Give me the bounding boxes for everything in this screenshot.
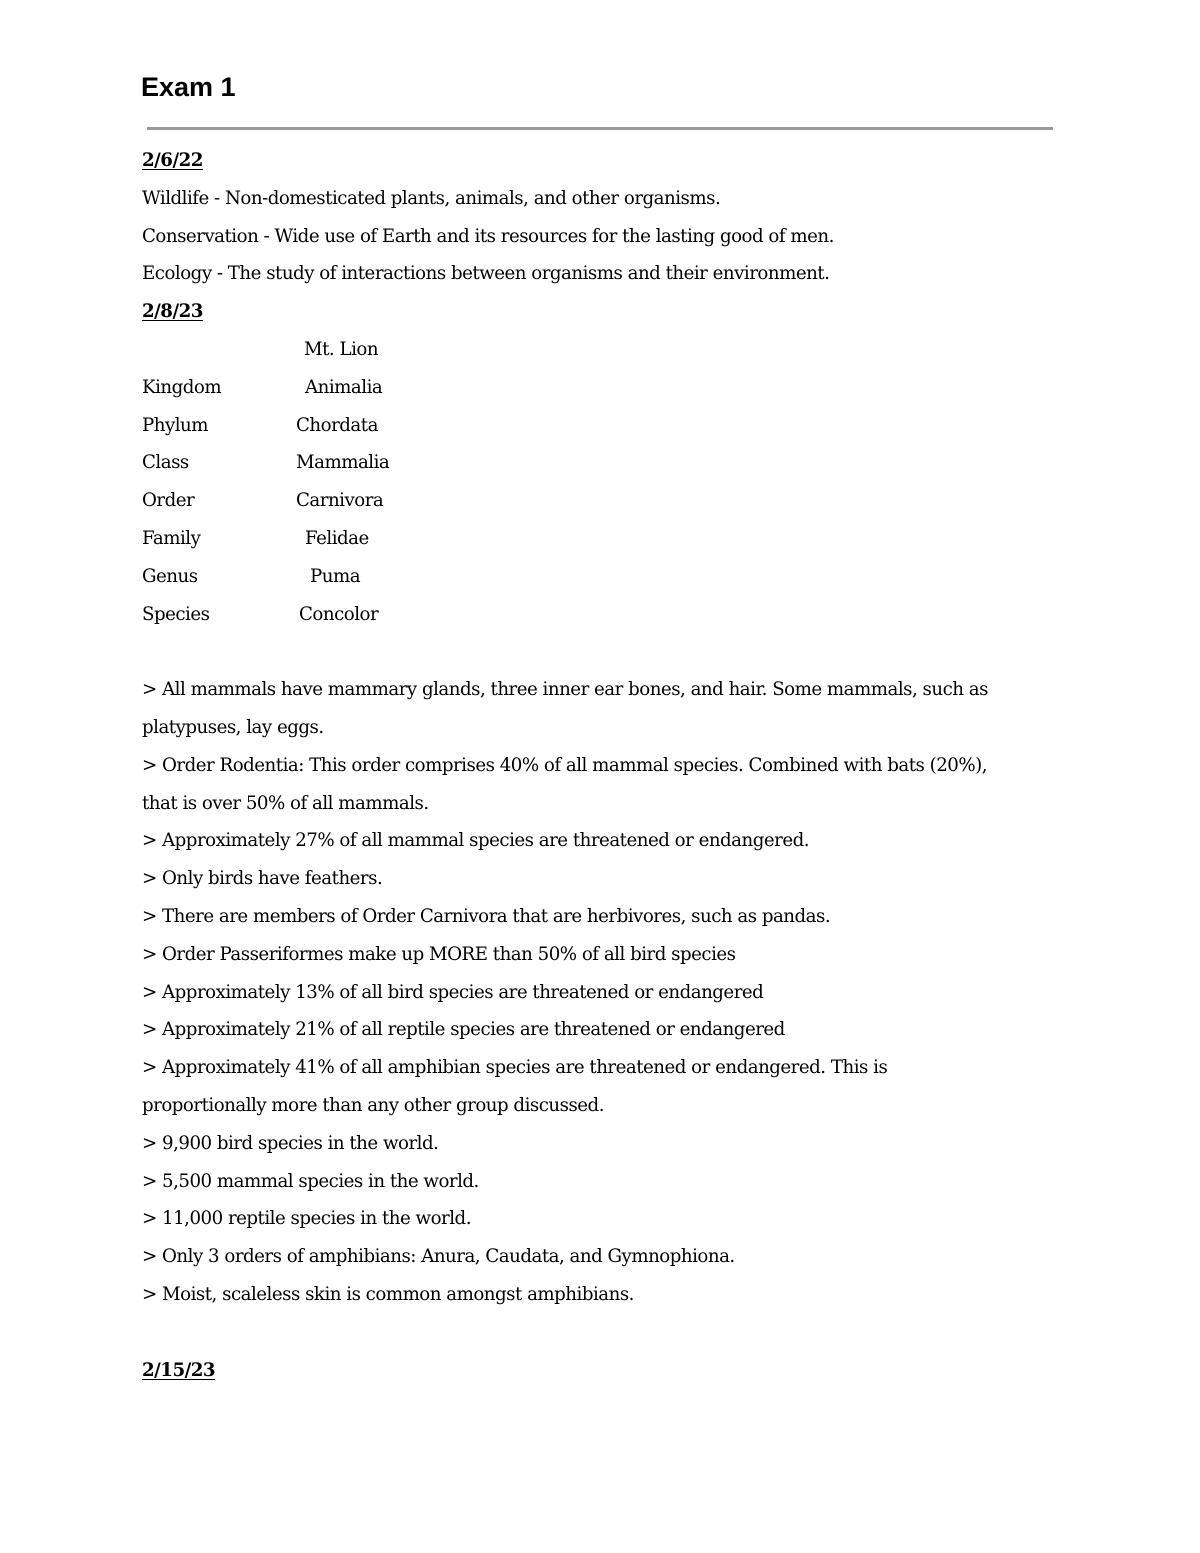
taxonomy-rank: Family xyxy=(142,527,201,549)
bullet-line: > Approximately 41% of all amphibian species are threatened or endangered. This is xyxy=(142,1057,888,1079)
taxonomy-rank: Order xyxy=(142,490,195,512)
bullet-line: platypuses, lay eggs. xyxy=(142,716,324,738)
spacer xyxy=(142,1314,1062,1352)
taxonomy-row xyxy=(142,596,1062,634)
spacer xyxy=(142,633,1062,671)
notes-body xyxy=(142,142,1062,1389)
taxonomy-header: Mt. Lion xyxy=(304,338,379,360)
taxonomy-row xyxy=(142,369,1062,407)
taxonomy-row xyxy=(142,558,1062,596)
bullet-line: > Order Passeriformes make up MORE than 50% of all bird species xyxy=(142,943,736,965)
taxonomy-rank: Class xyxy=(142,452,189,474)
bullet-line: > Moist, scaleless skin is common amongst amphibians. xyxy=(142,1283,634,1305)
taxonomy-row xyxy=(142,444,1062,482)
bullet-line: > Approximately 13% of all bird species are threatened or endangered xyxy=(142,981,764,1003)
taxonomy-value: Puma xyxy=(310,565,361,587)
taxonomy-row xyxy=(142,482,1062,520)
bullet-line: > Only 3 orders of amphibians: Anura, Caudata, and Gymnophiona. xyxy=(142,1246,735,1268)
date-heading-2: 2/8/23 xyxy=(142,301,203,323)
bullet-line: proportionally more than any other group discussed. xyxy=(142,1094,604,1116)
taxonomy-header-row xyxy=(142,331,1062,369)
taxonomy-rank: Genus xyxy=(142,565,198,587)
taxonomy-rank: Kingdom xyxy=(142,376,222,398)
definition-conservation: Conservation - Wide use of Earth and its resources for the lasting good of men. xyxy=(142,225,834,247)
document-title: Exam 1 xyxy=(141,72,236,102)
bullet-line: > Approximately 27% of all mammal species are threatened or endangered. xyxy=(142,830,810,852)
date-heading-1: 2/6/22 xyxy=(142,150,203,171)
taxonomy-rank: Species xyxy=(142,603,210,625)
bullet-line: > There are members of Order Carnivora that are herbivores, such as pandas. xyxy=(142,905,831,927)
bullet-line: > 11,000 reptile species in the world. xyxy=(142,1208,471,1230)
bullet-line: > Approximately 21% of all reptile species are threatened or endangered xyxy=(142,1019,785,1041)
taxonomy-value: Mammalia xyxy=(296,452,390,474)
taxonomy-value: Carnivora xyxy=(296,490,384,512)
title-divider xyxy=(147,127,1053,130)
definition-ecology: Ecology - The study of interactions between organisms and their environment. xyxy=(142,263,830,285)
bullet-line: > 9,900 bird species in the world. xyxy=(142,1132,439,1154)
bullet-line: > Order Rodentia: This order comprises 40% of all mammal species. Combined with bats (20%), xyxy=(142,754,988,776)
bullet-line: that is over 50% of all mammals. xyxy=(142,792,429,814)
taxonomy-value: Felidae xyxy=(305,527,369,549)
date-heading-3: 2/15/23 xyxy=(142,1359,216,1381)
definition-wildlife: Wildlife - Non-domesticated plants, animals, and other organisms. xyxy=(142,187,721,209)
bullet-line: > All mammals have mammary glands, three inner ear bones, and hair. Some mammals, such as xyxy=(142,679,988,701)
bullet-line: > Only birds have feathers. xyxy=(142,868,383,890)
taxonomy-row xyxy=(142,407,1062,445)
bullet-line: > 5,500 mammal species in the world. xyxy=(142,1170,479,1192)
taxonomy-rank: Phylum xyxy=(142,414,209,436)
taxonomy-value: Concolor xyxy=(299,603,379,625)
taxonomy-value: Animalia xyxy=(305,376,383,398)
taxonomy-value: Chordata xyxy=(296,414,378,436)
taxonomy-row xyxy=(142,520,1062,558)
